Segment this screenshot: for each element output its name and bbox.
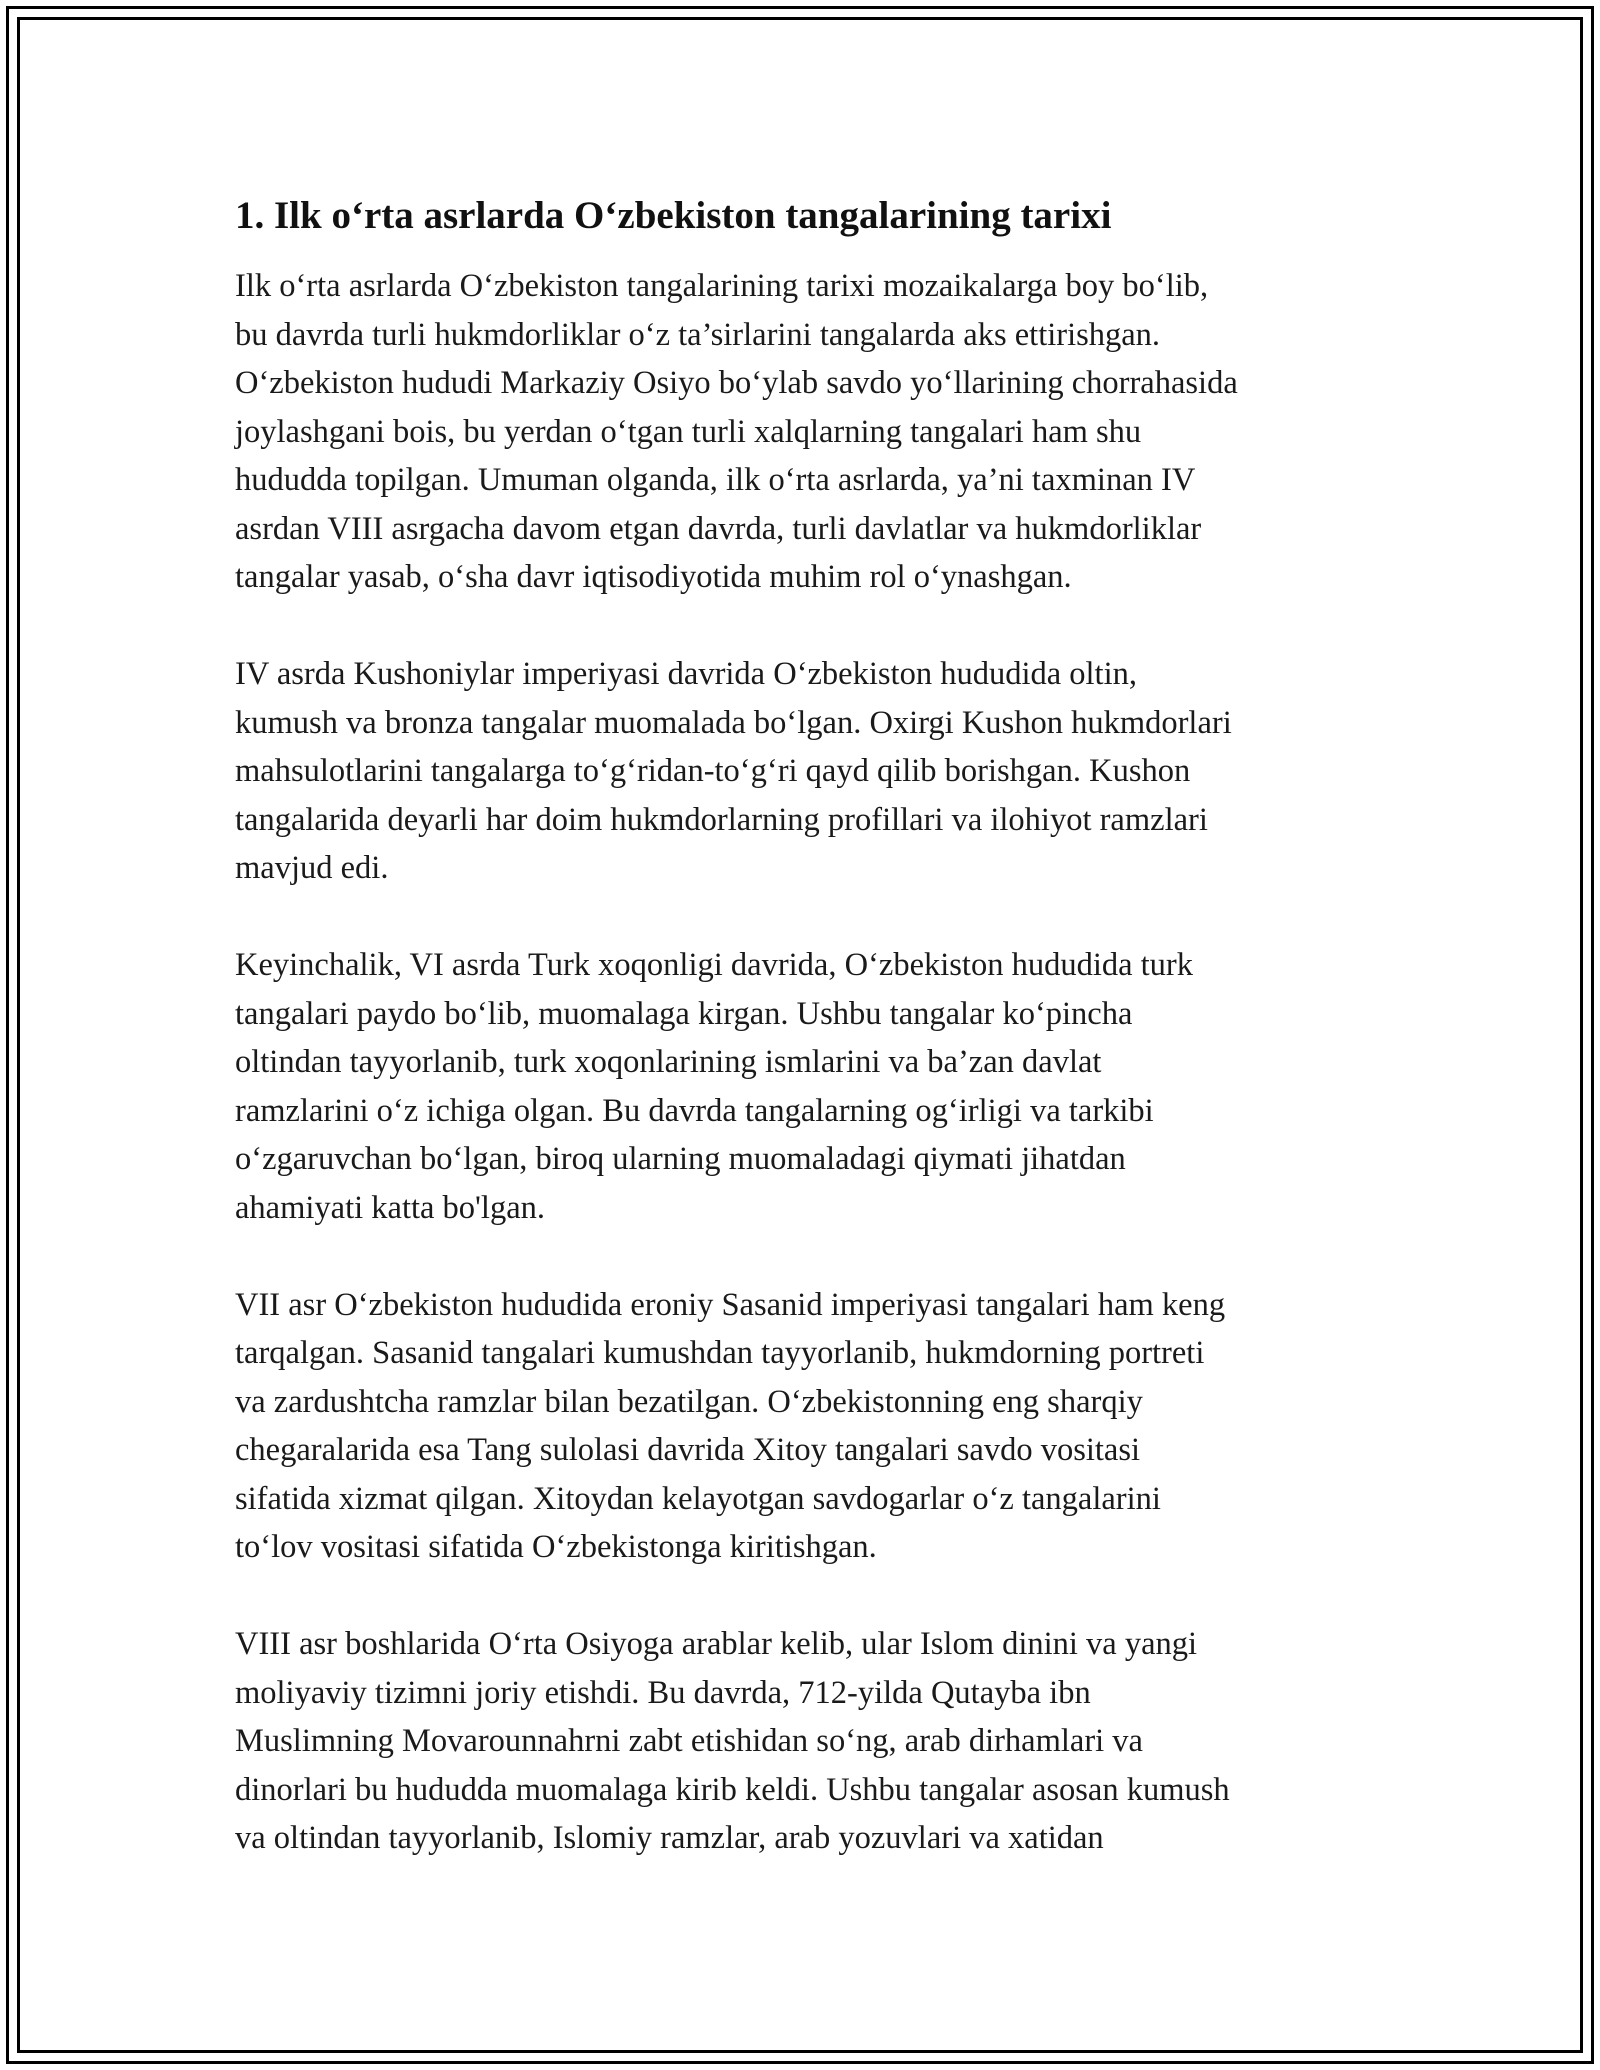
paragraph-line: tangalari paydo bo‘lib, muomalaga kirgan. Ushbu tangalar ko‘pincha <box>235 995 1133 1032</box>
paragraph-line: IV asrda Kushoniylar imperiyasi davrida O‘zbekiston hududida oltin, <box>235 656 1137 692</box>
paragraph <box>235 1620 1375 1863</box>
paragraph-line: tangalarida deyarli har doim hukmdorlarning profillari va ilohiyot ramzlari <box>235 801 1208 838</box>
paragraph-line: mahsulotlarini tangalarga to‘g‘ridan-to‘g‘ri qayd qilib borishgan. Kushon <box>235 753 1191 789</box>
paragraph <box>235 262 1375 602</box>
paragraph-line: asrdan VIII asrgacha davom etgan davrda, turli davlatlar va hukmdorliklar <box>235 510 1202 547</box>
paragraph-line: O‘zbekiston hududi Markaziy Osiyo bo‘ylab savdo yo‘llarining chorrahasida <box>235 365 1238 401</box>
paragraph <box>235 941 1375 1232</box>
paragraph <box>235 1281 1375 1572</box>
paragraph-line: o‘zgaruvchan bo‘lgan, biroq ularning muomaladagi qiymati jihatdan <box>235 1141 1126 1177</box>
paragraph-line: moliyaviy tizimni joriy etishdi. Bu davrda, 712-yilda Qutayba ibn <box>235 1674 1091 1711</box>
paragraph-line: tangalar yasab, o‘sha davr iqtisodiyotida muhim rol o‘ynashgan. <box>235 559 1072 595</box>
document-title: 1. Ilk o‘rta asrlarda O‘zbekiston tangalarining tarixi <box>235 194 1112 237</box>
paragraph-line: joylashgani bois, bu yerdan o‘tgan turli xalqlarning tangalari ham shu <box>235 413 1142 450</box>
paragraph-line: va zardushtcha ramzlar bilan bezatilgan. O‘zbekistonning eng sharqiy <box>235 1383 1143 1420</box>
paragraph-line: dinorlari bu hududda muomalaga kirib keldi. Ushbu tangalar asosan kumush <box>235 1771 1230 1808</box>
paragraph-line: va oltindan tayyorlanib, Islomiy ramzlar, arab yozuvlari va xatidan <box>235 1820 1104 1856</box>
paragraph-line: kumush va bronza tangalar muomalada bo‘lgan. Oxirgi Kushon hukmdorlari <box>235 704 1232 741</box>
paragraph-line: Muslimning Movarounnahrni zabt etishidan so‘ng, arab dirhamlari va <box>235 1723 1143 1759</box>
paragraph-line: tarqalgan. Sasanid tangalari kumushdan tayyorlanib, hukmdorning portreti <box>235 1335 1205 1371</box>
paragraph-line: VIII asr boshlarida O‘rta Osiyoga arablar kelib, ular Islom dinini va yangi <box>235 1626 1198 1662</box>
paragraph <box>235 650 1375 893</box>
paragraph-line: Ilk o‘rta asrlarda O‘zbekiston tangalarining tarixi mozaikalarga boy bo‘lib, <box>235 268 1209 304</box>
paragraph-list <box>235 262 1375 1863</box>
paragraph-line: mavjud edi. <box>235 850 389 886</box>
paragraph-line: Keyinchalik, VI asrda Turk xoqonligi davrida, O‘zbekiston hududida turk <box>235 947 1194 983</box>
paragraph-line: chegaralarida esa Tang sulolasi davrida Xitoy tangalari savdo vositasi <box>235 1432 1141 1468</box>
paragraph-line: ahamiyati katta bo'lgan. <box>235 1189 545 1226</box>
paragraph-line: ramzlarini o‘z ichiga olgan. Bu davrda tangalarning og‘irligi va tarkibi <box>235 1092 1154 1129</box>
paragraph-line: bu davrda turli hukmdorliklar o‘z ta’sirlarini tangalarda aks ettirishgan. <box>235 316 1161 353</box>
paragraph-line: VII asr O‘zbekiston hududida eroniy Sasanid imperiyasi tangalari ham keng <box>235 1286 1226 1323</box>
document-body <box>235 188 1375 1911</box>
paragraph-line: hududda topilgan. Umuman olganda, ilk o‘rta asrlarda, ya’ni taxminan IV <box>235 462 1196 498</box>
paragraph-line: sifatida xizmat qilgan. Xitoydan kelayotgan savdogarlar o‘z tangalarini <box>235 1480 1161 1517</box>
paragraph-line: to‘lov vositasi sifatida O‘zbekistonga kiritishgan. <box>235 1529 877 1565</box>
paragraph-line: oltindan tayyorlanib, turk xoqonlarining ismlarini va ba’zan davlat <box>235 1044 1102 1080</box>
